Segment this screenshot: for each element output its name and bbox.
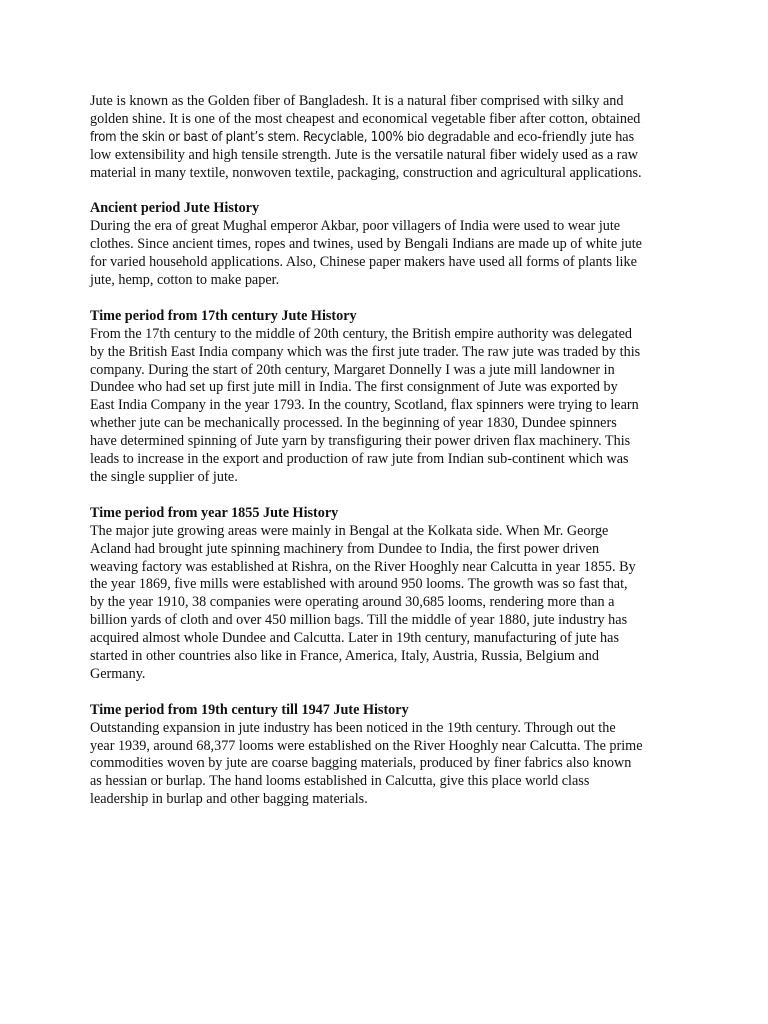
intro-text-part-1: Jute is known as the Golden fiber of Bangladesh. It is a natural fiber comprised with silky and golden shine. It is one of the most cheapest and economical vegetable fiber after cotton, obtained [90,93,641,127]
section-body: During the era of great Mughal emperor Akbar, poor villagers of India were used to wear jute clothes. Since ancient times, ropes and twines, used by Bengali Indians are made up of white jute for varied household applications. Also, Chinese paper makers have used all forms of plants like jute, hemp, cotton to make paper. [90,218,642,289]
section-heading: Time period from 17th century Jute History [90,307,357,324]
section-17th-century [90,308,690,487]
section-body: The major jute growing areas were mainly in Bengal at the Kolkata side. When Mr. George Acland had brought jute spinning machinery from Dundee to India, the first power driven weaving factory was established at Rishra, on the River Hooghly near Calcutta in year 1855. By the year 1869, five mills were established with around 950 looms. The growth was so fast that, by the year 1910, 38 companies were operating around 30,685 looms, rendering more than a billion yards of cloth and over 450 million bags. Till the middle of year 1880, jute industry has acquired almost whole Dundee and Calcutta. Later in 19th century, manufacturing of jute has started in other countries also like in France, America, Italy, Austria, Russia, Belgium and Germany. [90,522,636,682]
section-heading: Time period from 19th century till 1947 Jute History [90,701,409,718]
section-ancient-period [90,200,690,290]
section-body: Outstanding expansion in jute industry has been noticed in the 19th century. Through out the year 1939, around 68,377 looms were established on the River Hooghly near Calcutta. The prime commodities woven by jute are coarse bagging materials, produced by finer fabrics also known as hessian or burlap. The hand looms established in Calcutta, give this place world class leadership in burlap and other bagging materials. [90,719,643,808]
section-year-1855 [90,505,690,684]
section-heading: Time period from year 1855 Jute History [90,504,339,521]
section-heading: Ancient period Jute History [90,200,260,217]
document-page [90,93,690,809]
intro-text-part-2: from the skin or bast of plant’s stem. Recyclable, 100% bio [90,129,425,145]
intro-text-part-3: degradable and eco-friendly jute has low extensibility and high tensile strength. Jute is the versatile natural fiber widely used as a raw material in many textile, nonwoven textile, packaging, construction and agricultural applications. [90,128,642,181]
intro-paragraph [90,93,690,183]
section-body: From the 17th century to the middle of 20th century, the British empire authority was delegated by the British East India company which was the first jute trader. The raw jute was traded by this company. During the start of 20th century, Margaret Donnelly I was a jute mill landowner in Dundee who had set up first jute mill in India. The first consignment of Jute was exported by East India Company in the year 1793. In the country, Scotland, flax spinners were trying to learn whether jute can be mechanically processed. In the beginning of year 1830, Dundee spinners have determined spinning of Jute yarn by transfiguring their power driven flax machinery. This leads to increase in the export and production of raw jute from Indian sub-continent which was the single supplier of jute. [90,325,641,485]
section-19th-century-till-1947 [90,702,690,809]
